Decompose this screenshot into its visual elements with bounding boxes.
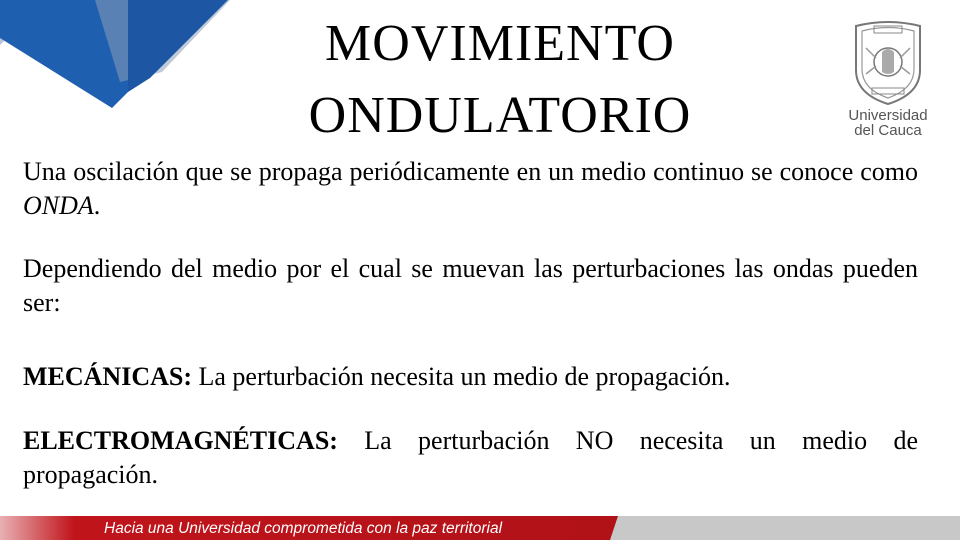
slide-title	[230, 8, 770, 152]
electromagnetic-text: La perturbación NO necesita un medio de propagación.	[23, 426, 918, 489]
definition-text: Una oscilación que se propaga periódicamente en un medio continuo se conoce como	[23, 157, 918, 186]
university-name-line-1: Universidad	[848, 107, 928, 124]
paragraph-definition	[23, 155, 918, 223]
mechanical-label: MECÁNICAS:	[23, 362, 192, 391]
university-name	[838, 108, 938, 138]
definition-period: .	[93, 191, 101, 220]
title-line-1: MOVIMIENTO	[325, 15, 675, 72]
footer-slogan: Hacia una Universidad comprometida con la paz territorial	[104, 520, 503, 537]
electromagnetic-label: ELECTROMAGNÉTICAS:	[23, 426, 338, 455]
paragraph-electromagnetic	[23, 424, 918, 492]
onda-emphasis: ONDA	[23, 191, 94, 220]
university-name-line-2: del Cauca	[854, 122, 922, 139]
corner-decoration	[0, 0, 230, 120]
mechanical-text: La perturbación necesita un medio de propagación.	[192, 362, 731, 391]
paragraph-types-intro	[23, 252, 918, 320]
university-seal-icon	[850, 18, 926, 106]
title-line-2: ONDULATORIO	[308, 87, 692, 144]
paragraph-mechanical	[23, 360, 918, 394]
types-intro-text: Dependiendo del medio por el cual se muevan las perturbaciones las ondas pueden ser:	[23, 254, 918, 317]
university-logo	[838, 18, 938, 143]
